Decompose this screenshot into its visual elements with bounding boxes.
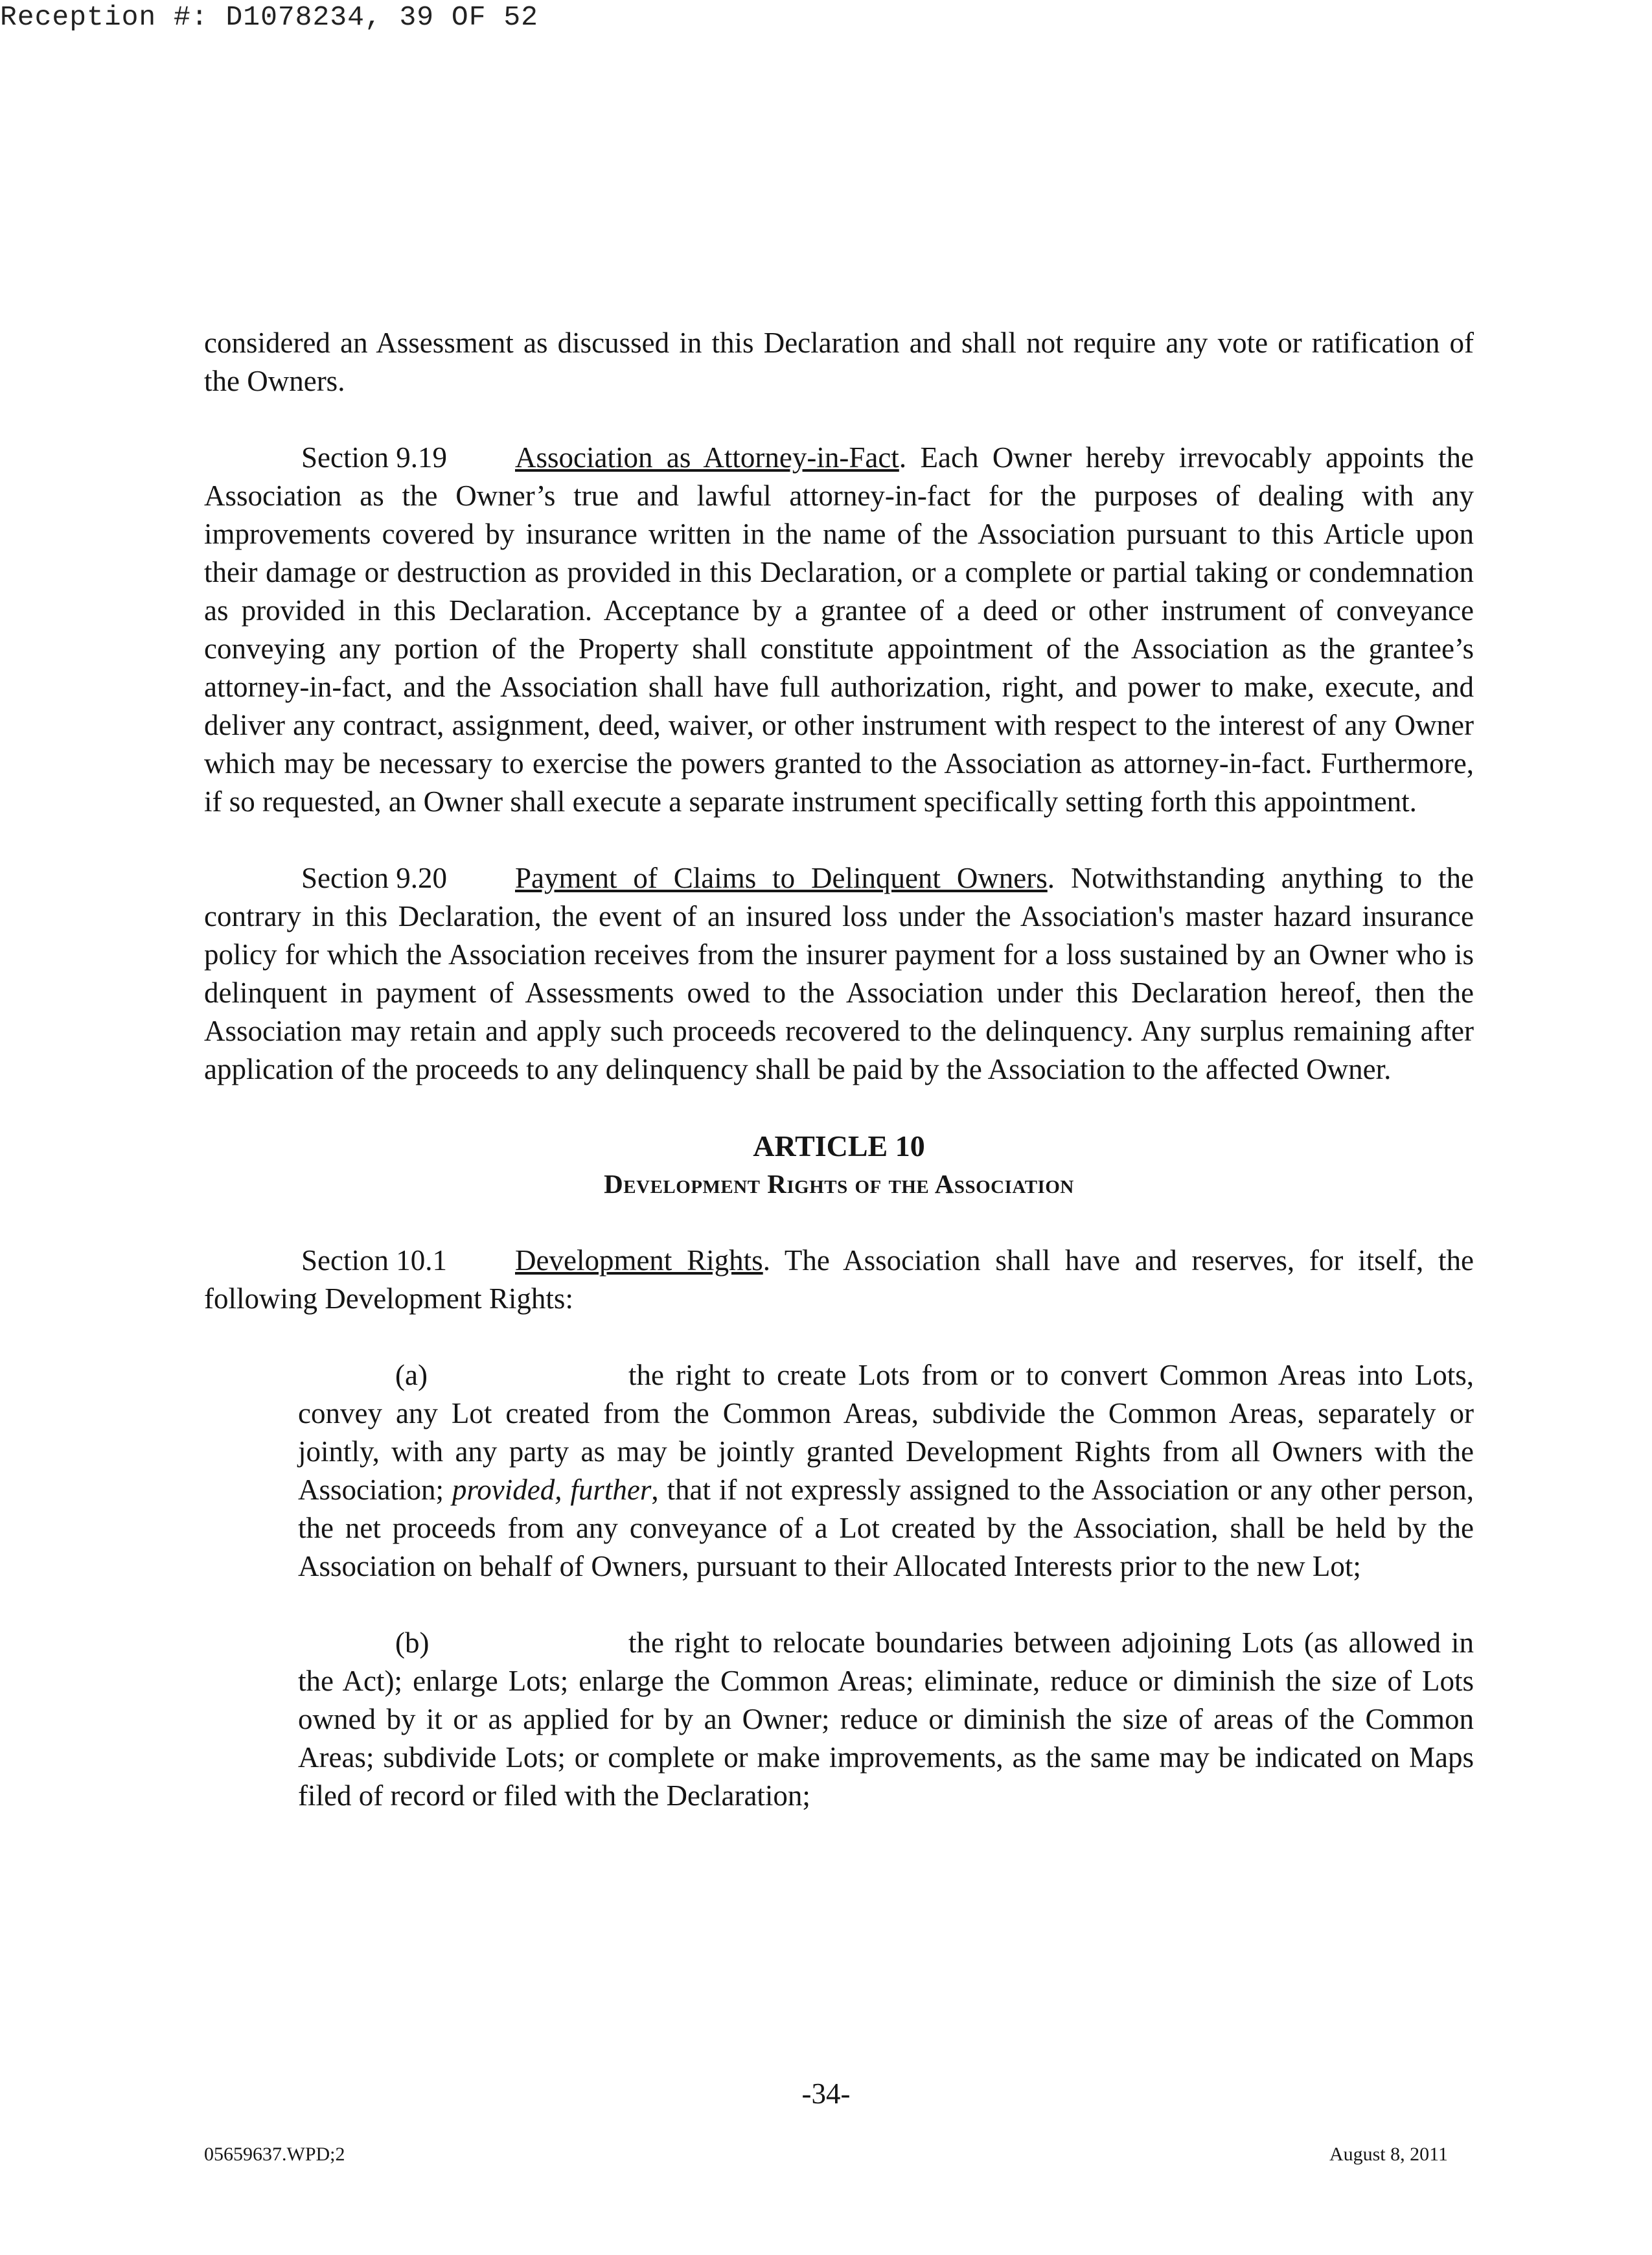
section-10-1 (204, 1242, 1474, 1318)
list-item-text: the right to relocate boundaries between adjoining Lots (as allowed in the Act); enlarge Lots; enlarge the Common Areas; eliminate, reduce or diminish the size of Lots owned by it or as applied for by an Owner; reduce or diminish the size of areas of the Common Areas; subdivide Lots; or complete or make improvements, as the same may be indicated on Maps filed of record or filed with the Declaration; (298, 1626, 1474, 1812)
section-title-period: . (763, 1244, 785, 1277)
article-heading (204, 1127, 1474, 1203)
section-title-period: . (899, 441, 921, 474)
section-title: Payment of Claims to Delinquent Owners (515, 862, 1048, 894)
document-body (204, 324, 1474, 1853)
document-date: August 8, 2011 (1329, 2144, 1448, 2165)
section-9-20 (204, 859, 1474, 1089)
section-9-19 (204, 439, 1474, 821)
section-text: Each Owner hereby irrevocably appoints the Association as the Owner’s true and lawful attorney-in-fact for the purposes of dealing with any improvements covered by insurance written in the name of the Association pursuant to this Article upon their damage or destruction as provided in this Declaration, or a complete or partial taking or condemnation as provided in this Declaration. Acceptance by a grantee of a deed or other instrument of conveyance conveying any portion of the Property shall constitute appointment of the Association as the grantee’s attorney-in-fact, and the Association shall have full authorization, right, and power to make, execute, and deliver any contract, assignment, deed, waiver, or other instrument with respect to the interest of any Owner which may be necessary to exercise the powers granted to the Association as attorney-in-fact. Furthermore, if so requested, an Owner shall execute a separate instrument specifically setting forth this appointment. (204, 441, 1474, 818)
section-number: Section 9.19 (301, 441, 447, 474)
list-item-label: (b) (395, 1626, 430, 1659)
section-text: The Association shall have and reserves, for itself, the following Development Rights: (204, 1244, 1474, 1315)
document-id: 05659637.WPD;2 (204, 2144, 345, 2165)
reception-stamp: Reception #: D1078234, 39 OF 52 (0, 1, 538, 33)
section-title: Development Rights (515, 1244, 763, 1277)
list-item-b (298, 1624, 1474, 1815)
list-item-text: the right to create Lots from or to convert Common Areas into Lots, convey any Lot created from the Common Areas, subdivide the Common Areas, separately or jointly, with any party as may be jointly granted Development Rights from all Owners with the Association; (298, 1359, 1474, 1506)
list-item-a (298, 1356, 1474, 1586)
section-title-period: . (1047, 862, 1071, 894)
list-item-label: (a) (395, 1359, 428, 1391)
section-number: Section 10.1 (301, 1244, 447, 1277)
list-item-italic: provided, further (452, 1474, 652, 1506)
article-title: ARTICLE 10 (753, 1129, 925, 1162)
list-item-text-after: , that if not expressly assigned to the Association or any other person, the net proceeds from any conveyance of a Lot created by the Association, shall be held by the Association on behalf of Owners, pursuant to their Allocated Interests prior to the new Lot; (298, 1474, 1474, 1582)
section-text: Notwithstanding anything to the contrary in this Declaration, the event of an insured loss under the Association's master hazard insurance policy for which the Association receives from the insurer payment for a loss sustained by an Owner who is delinquent in payment of Assessments owed to the Association under this Declaration hereof, then the Association may retain and apply such proceeds recovered to the delinquency. Any surplus remaining after application of the proceeds to any delinquency shall be paid by the Association to the affected Owner. (204, 862, 1474, 1085)
section-title: Association as Attorney-in-Fact (515, 441, 899, 474)
continuation-paragraph: considered an Assessment as discussed in this Declaration and shall not require any vote or ratification of the Owners. (204, 327, 1474, 397)
section-number: Section 9.20 (301, 862, 447, 894)
page-number: -34- (801, 2077, 851, 2110)
article-subtitle: Development Rights of the Association (604, 1169, 1074, 1199)
